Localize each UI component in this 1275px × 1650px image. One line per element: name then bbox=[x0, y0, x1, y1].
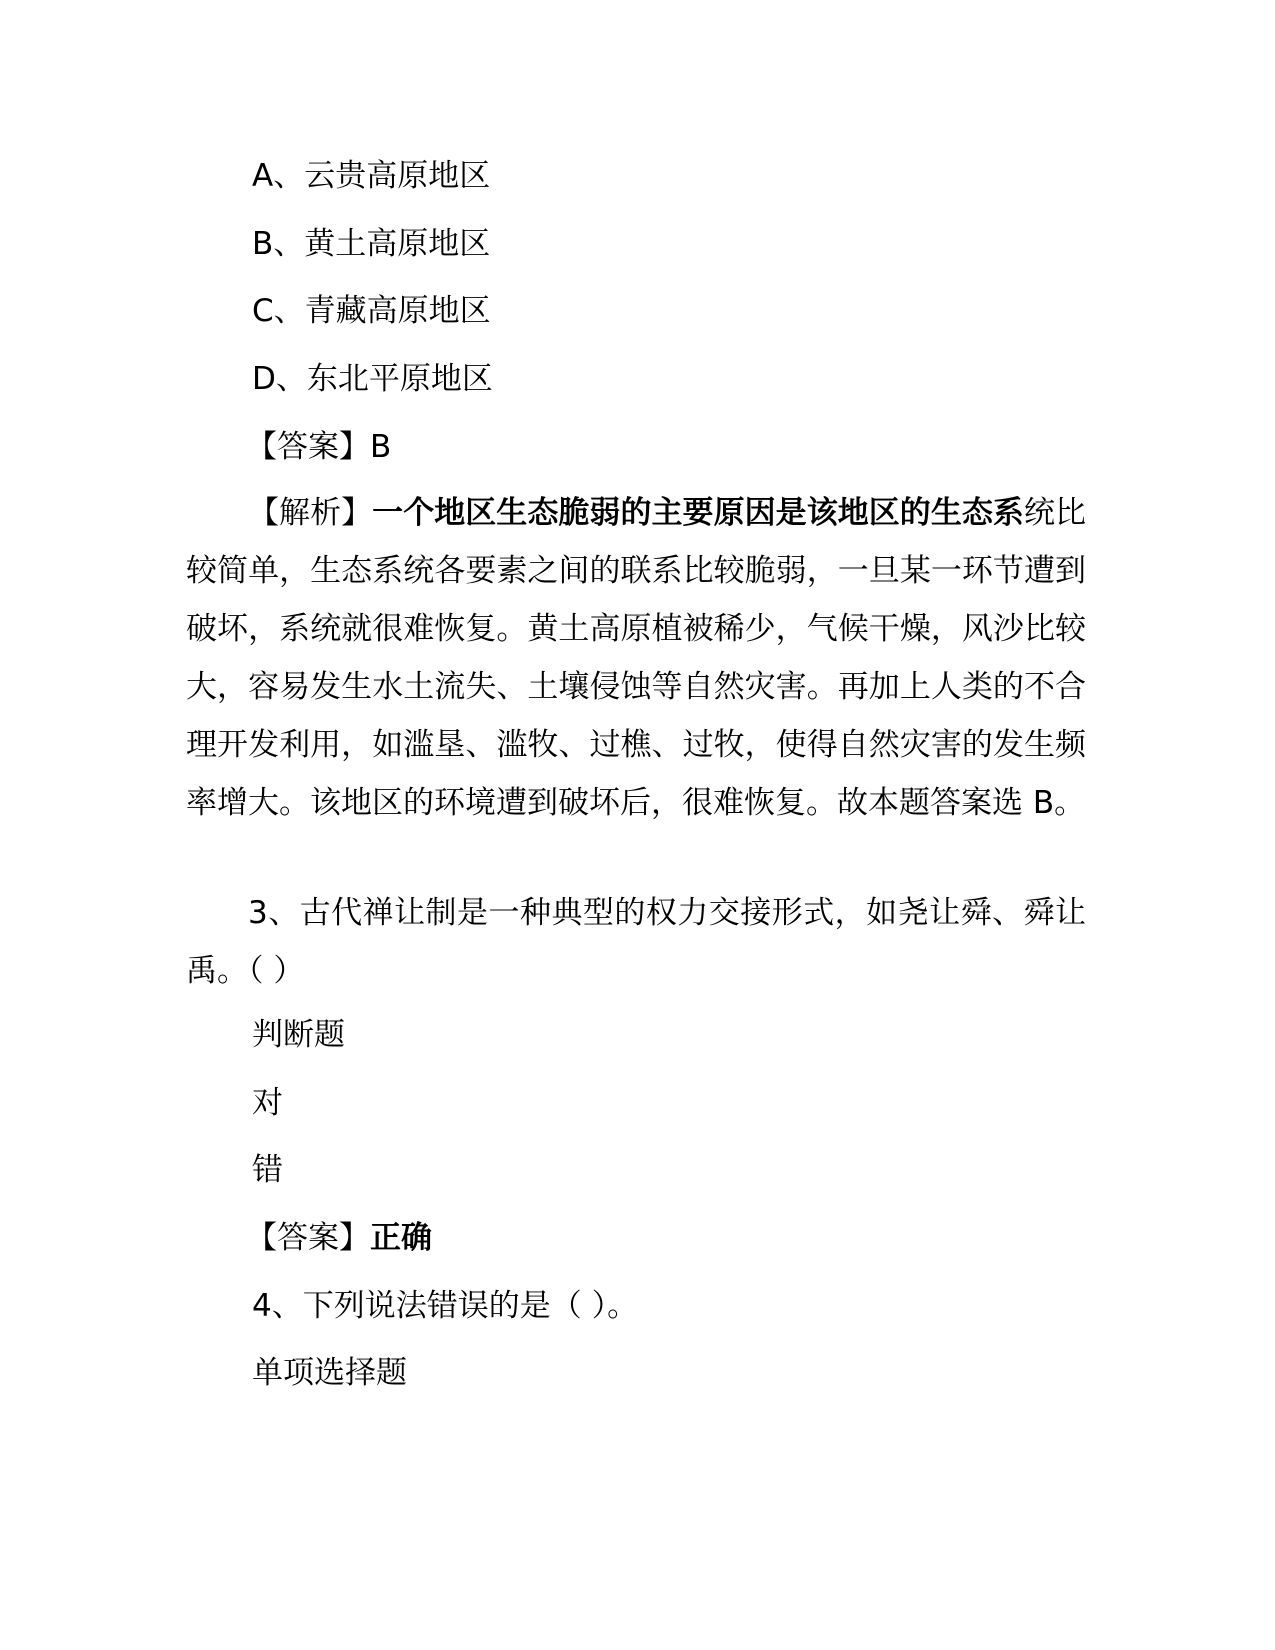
option-d: D、东北平原地区 bbox=[252, 361, 493, 397]
answer-q3-label: 【答案】 bbox=[246, 1220, 370, 1256]
question-3-option-false: 错 bbox=[252, 1152, 283, 1188]
question-3-type: 判断题 bbox=[252, 1017, 345, 1053]
option-b: B、黄土高原地区 bbox=[252, 226, 491, 262]
answer-q3-value: 正确 bbox=[370, 1220, 432, 1256]
option-a: A、云贵高原地区 bbox=[252, 158, 491, 194]
analysis-lead: 一个地区生态脆弱的主要原因是该地区的生态系 bbox=[372, 495, 1024, 531]
analysis-paragraph bbox=[186, 484, 1086, 832]
question-3-option-true: 对 bbox=[252, 1085, 283, 1121]
option-c: C、青藏高原地区 bbox=[252, 293, 491, 329]
question-4-stem: 4、下列说法错误的是（ ）。 bbox=[252, 1288, 639, 1324]
answer-q3 bbox=[246, 1220, 432, 1256]
question-4-type: 单项选择题 bbox=[252, 1355, 407, 1391]
analysis-label: 【解析】 bbox=[248, 495, 373, 531]
question-3-stem: 3、古代禅让制是一种典型的权力交接形式，如尧让舜、舜让禹。（ ） bbox=[186, 895, 1086, 989]
analysis-text: 统比较简单，生态系统各要素之间的联系比较脆弱，一旦某一环节遭到破坏，系统就很难恢复。黄土高原植被稀少，气候干燥，风沙比较大，容易发生水土流失、土壤侵蚀等自然灾害。再加上人类的不合理开发利用，如滥垦、滥牧、过樵、过牧，使得自然灾害的发生频率增大。该地区的环境遭到破坏后，很难恢复。故本题答案选 B。 bbox=[186, 495, 1087, 821]
answer-q2: 【答案】B bbox=[246, 429, 392, 465]
